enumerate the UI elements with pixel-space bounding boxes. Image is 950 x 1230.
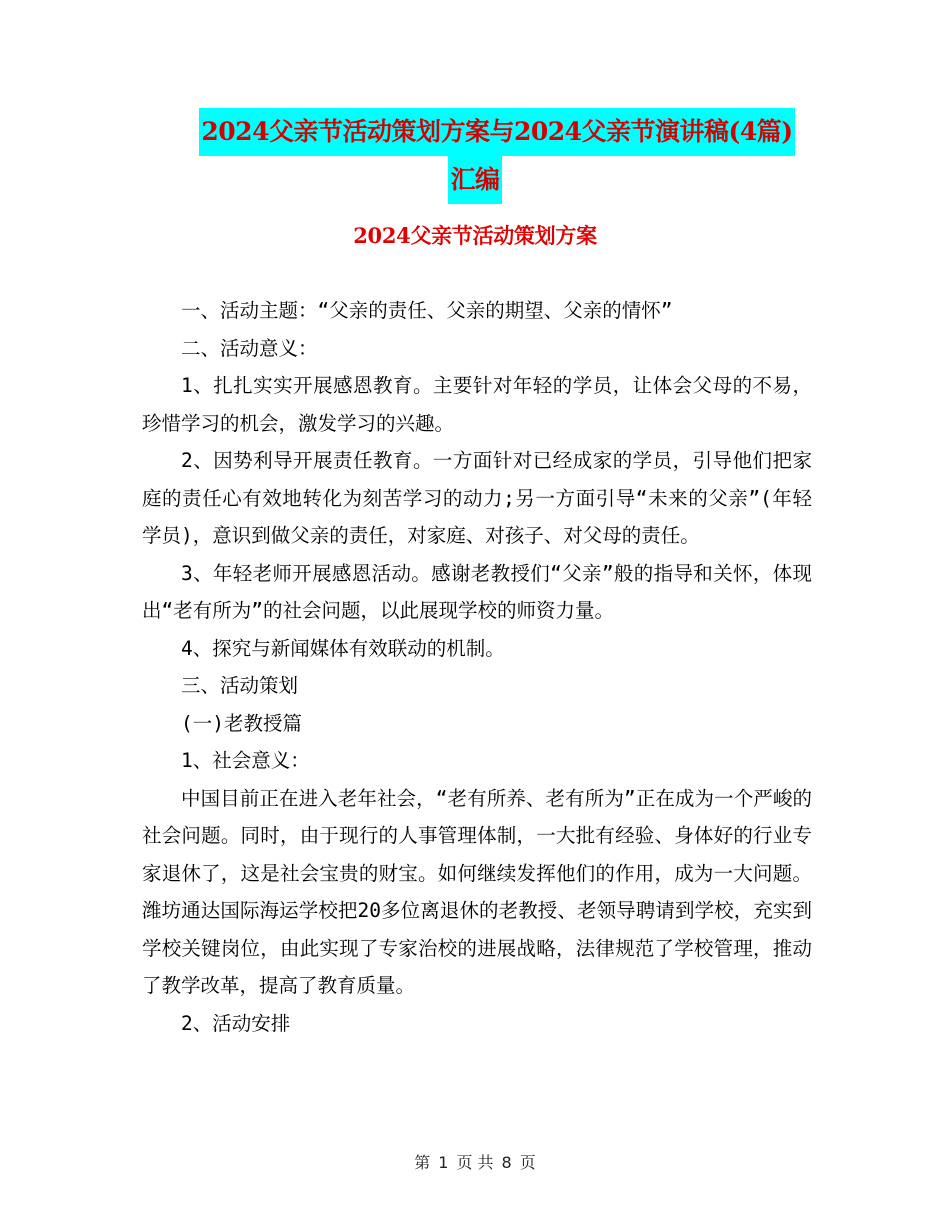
footer-prefix: 第 xyxy=(414,1153,431,1172)
footer-page-number: 1 xyxy=(438,1153,449,1172)
title-line-1: 2024父亲节活动策划方案与2024父亲节演讲稿(4篇) xyxy=(199,108,794,156)
document-title xyxy=(0,108,950,204)
paragraph: 2、因势利导开展责任教育。一方面针对已经成家的学员，引导他们把家庭的责任心有效地转化为刻苦学习的动力;另一方面引导“未来的父亲”(年轻学员)，意识到做父亲的责任，对家庭、对孩子、对父母的责任。 xyxy=(142,449,812,547)
paragraph: 1、扎扎实实开展感恩教育。主要针对年轻的学员，让体会父母的不易，珍惜学习的机会，激发学习的兴趣。 xyxy=(142,374,812,435)
paragraph: (一)老教授篇 xyxy=(181,711,302,735)
section-title: 2024父亲节活动策划方案 xyxy=(353,223,597,248)
paragraph: 1、社会意义： xyxy=(181,749,310,772)
footer-total-pages: 8 xyxy=(501,1153,512,1172)
footer-middle: 页 共 xyxy=(456,1153,494,1172)
paragraph: 二、活动意义： xyxy=(181,336,318,360)
footer-suffix: 页 xyxy=(519,1153,536,1172)
paragraph: 三、活动策划 xyxy=(181,674,299,697)
paragraph: 中国目前正在进入老年社会，“老有所养、老有所为”正在成为一个严峻的社会问题。同时，由于现行的人事管理体制，一大批有经验、身体好的行业专家退休了，这是社会宝贵的财宝。如何继续发挥他们的作用，成为一大问题。潍坊通达国际海运学校把20多位离退休的老教授、老领导聘请到学校，充实到学校关键岗位，由此实现了专家治校的进展战略，法律规范了学校管理，推动了教学改革，提高了教育质量。 xyxy=(142,786,812,997)
document-body xyxy=(142,292,812,1042)
paragraph: 一、活动主题：“父亲的责任、父亲的期望、父亲的情怀” xyxy=(181,299,673,322)
paragraph: 2、活动安排 xyxy=(181,1011,291,1035)
paragraph: 3、年轻老师开展感恩活动。感谢老教授们“父亲”般的指导和关怀，体现出“老有所为”的社会问题，以此展现学校的师资力量。 xyxy=(142,561,812,622)
title-line-2: 汇编 xyxy=(448,156,501,204)
paragraph: 4、探究与新闻媒体有效联动的机制。 xyxy=(181,636,505,660)
page-footer xyxy=(0,1152,950,1174)
